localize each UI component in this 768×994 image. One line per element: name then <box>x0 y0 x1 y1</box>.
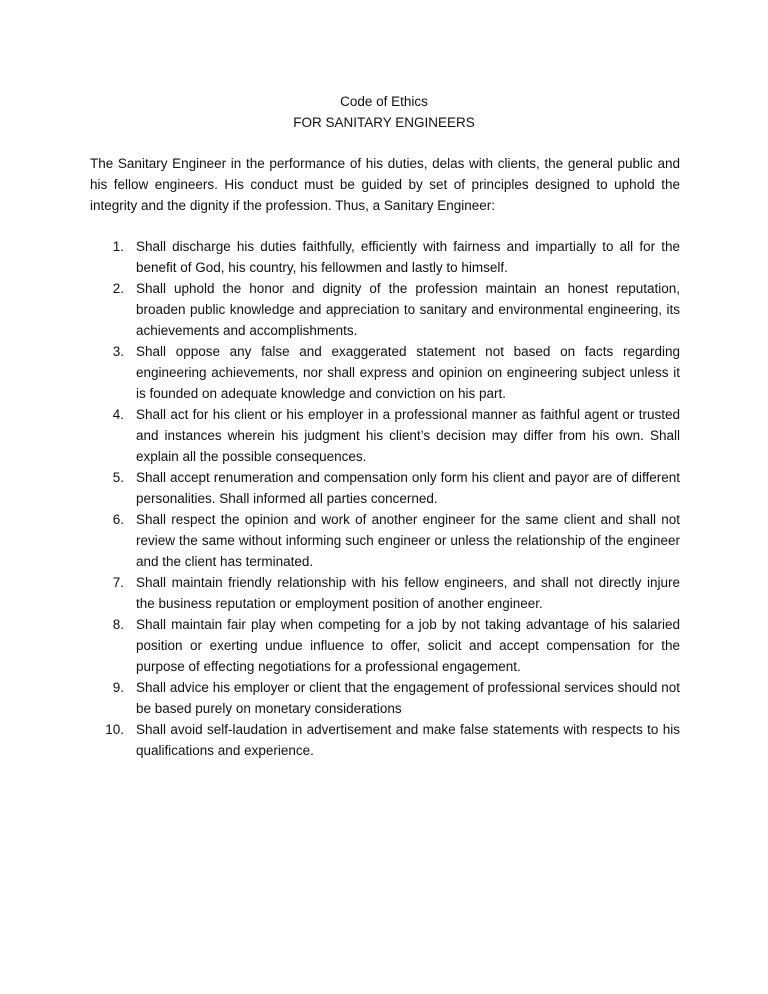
clause-list <box>90 236 680 761</box>
list-item <box>90 404 680 467</box>
title-block <box>0 91 768 133</box>
clause-text: Shall discharge his duties faithfully, efficiently with fairness and impartially to all for the benefit of God, his country, his fellowmen and lastly to himself. <box>136 239 680 275</box>
clause-text: Shall avoid self-laudation in advertisement and make false statements with respects to his qualifications and experience. <box>136 722 680 758</box>
clause-number: 1. <box>112 239 124 254</box>
intro-paragraph: The Sanitary Engineer in the performance of his duties, delas with clients, the general public and his fellow engineers. His conduct must be guided by set of principles designed to uphold the integrity and the dignity if the profession. Thus, a Sanitary Engineer: <box>90 156 680 213</box>
clause-number: 4. <box>112 407 124 422</box>
list-item <box>90 614 680 677</box>
clause-text: Shall maintain fair play when competing for a job by not taking advantage of his salaried position or exerting undue influence to offer, solicit and accept compensation for the purpose of effecting negotiations for a professional engagement. <box>136 617 680 674</box>
document-subtitle: FOR SANITARY ENGINEERS <box>293 115 475 130</box>
list-item <box>90 719 680 761</box>
clause-number: 7. <box>112 575 124 590</box>
clause-text: Shall accept renumeration and compensation only form his client and payor are of different personalities. Shall informed all parties concerned. <box>136 470 680 506</box>
clause-text: Shall act for his client or his employer in a professional manner as faithful agent or trusted and instances wherein his judgment his client’s decision may differ from his own. Shall explain all the possible consequences. <box>136 407 680 464</box>
list-item <box>90 509 680 572</box>
document-title: Code of Ethics <box>340 94 428 109</box>
clause-number: 10. <box>105 722 124 737</box>
clause-text: Shall oppose any false and exaggerated statement not based on facts regarding engineering achievements, nor shall express and opinion on engineering subject unless it is founded on adequate knowledge and conviction on his part. <box>136 344 680 401</box>
clause-number: 5. <box>112 470 124 485</box>
clause-number: 9. <box>112 680 124 695</box>
list-item <box>90 467 680 509</box>
list-item <box>90 677 680 719</box>
list-item <box>90 341 680 404</box>
clause-text: Shall maintain friendly relationship with his fellow engineers, and shall not directly injure the business reputation or employment position of another engineer. <box>136 575 680 611</box>
list-item <box>90 236 680 278</box>
clause-text: Shall respect the opinion and work of another engineer for the same client and shall not review the same without informing such engineer or unless the relationship of the engineer and the client has terminated. <box>136 512 680 569</box>
clause-number: 2. <box>112 281 124 296</box>
clause-number: 3. <box>112 344 124 359</box>
clause-text: Shall advice his employer or client that the engagement of professional services should not be based purely on monetary considerations <box>136 680 680 716</box>
list-item <box>90 572 680 614</box>
list-item <box>90 278 680 341</box>
clause-text: Shall uphold the honor and dignity of the profession maintain an honest reputation, broaden public knowledge and appreciation to sanitary and environmental engineering, its achievements and accomplishments. <box>136 281 680 338</box>
clause-number: 8. <box>112 617 124 632</box>
clause-number: 6. <box>112 512 124 527</box>
